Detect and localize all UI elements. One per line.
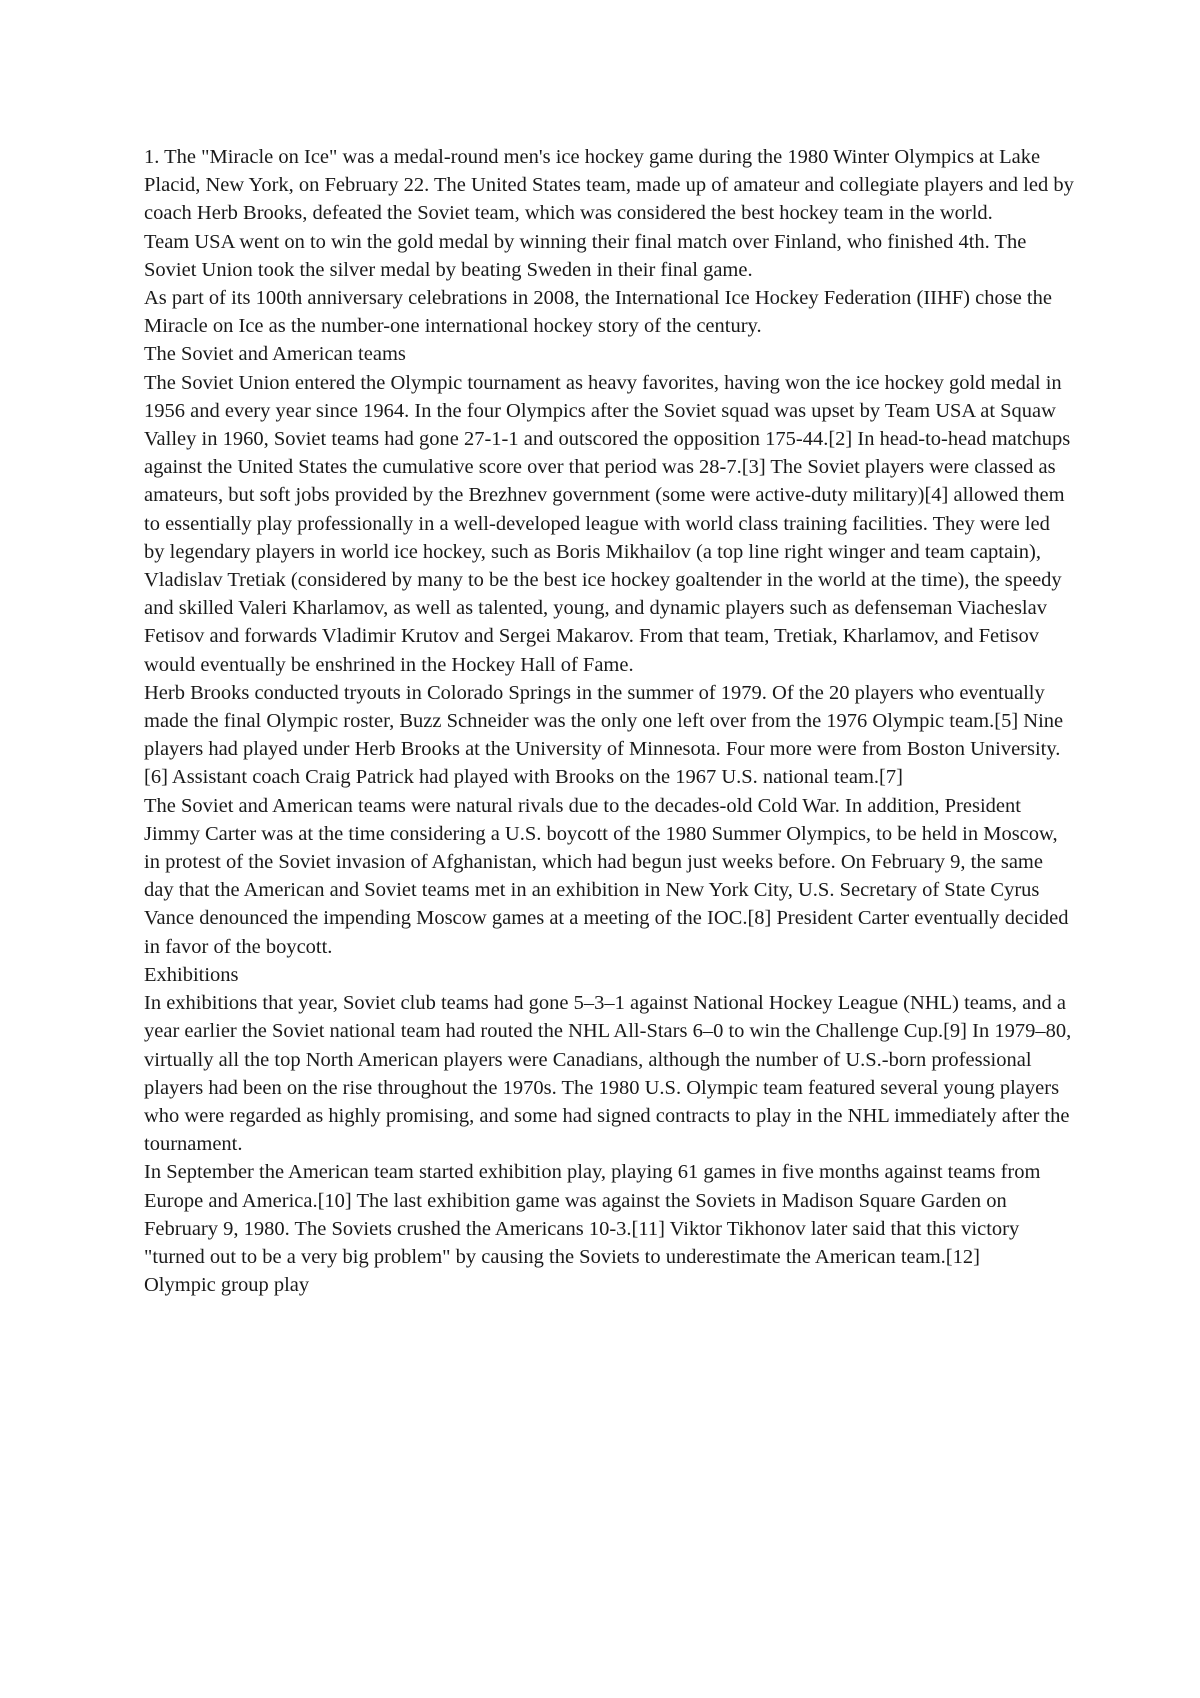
section-heading-group-play: Olympic group play <box>144 1274 310 1297</box>
paragraph-exhibitions: In exhibitions that year, Soviet club teams had gone 5–3–1 against National Hockey League (NHL) teams, and a year earlier the Soviet national team had routed the NHL All-Stars 6–0 to win the Challenge Cup.[9] In 1979–80, virtually all the top North American players were Canadians, although the number of U.S.-born professional players had been on the rise throughout the 1970s. The 1980 U.S. Olympic team featured several young players who were regarded as highly promising, and some had signed contracts to play in the NHL immediately after the tournament. <box>144 992 1072 1156</box>
document-body <box>144 143 1074 1299</box>
paragraph-intro: 1. The "Miracle on Ice" was a medal-round men's ice hockey game during the 1980 Winter Olympics at Lake Placid, New York, on February 22. The United States team, made up of amateur and collegiate players and led by coach Herb Brooks, defeated the Soviet team, which was considered the best hockey team in the world. <box>144 146 1074 225</box>
paragraph-herb-brooks: Herb Brooks conducted tryouts in Colorado Springs in the summer of 1979. Of the 20 players who eventually made the final Olympic roster, Buzz Schneider was the only one left over from the 1976 Olympic team.[5] Nine players had played under Herb Brooks at the University of Minnesota. Four more were from Boston University.[6] Assistant coach Craig Patrick had played with Brooks on the 1967 U.S. national team.[7] <box>144 681 1064 789</box>
paragraph-september: In September the American team started exhibition play, playing 61 games in five months against teams from Europe and America.[10] The last exhibition game was against the Soviets in Madison Square Garden on February 9, 1980. The Soviets crushed the Americans 10-3.[11] Viktor Tikhonov later said that this victory "turned out to be a very big problem" by causing the Soviets to underestimate the American team.[12] <box>144 1161 1041 1268</box>
paragraph-cold-war: The Soviet and American teams were natural rivals due to the decades-old Cold War. In addition, President Jimmy Carter was at the time considering a U.S. boycott of the 1980 Summer Olympics, to be held in Moscow, in protest of the Soviet invasion of Afghanistan, which had begun just weeks before. On February 9, the same day that the American and Soviet teams met in an exhibition in New York City, U.S. Secretary of State Cyrus Vance denounced the impending Moscow games at a meeting of the IOC.[8] President Carter eventually decided in favor of the boycott. <box>144 794 1069 958</box>
section-heading-exhibitions: Exhibitions <box>144 963 239 986</box>
paragraph-gold-medal: Team USA went on to win the gold medal by winning their final match over Finland, who finished 4th. The Soviet Union took the silver medal by beating Sweden in their final game. <box>144 230 1027 281</box>
section-heading-teams: The Soviet and American teams <box>144 343 406 366</box>
paragraph-soviet-union: The Soviet Union entered the Olympic tournament as heavy favorites, having won the ice hockey gold medal in 1956 and every year since 1964. In the four Olympics after the Soviet squad was upset by Team USA at Squaw Valley in 1960, Soviet teams had gone 27-1-1 and outscored the opposition 175-44.[2] In head-to-head matchups against the United States the cumulative score over that period was 28-7.[3] The Soviet players were classed as amateurs, but soft jobs provided by the Brezhnev government (some were active-duty military)[4] allowed them to essentially play professionally in a well-developed league with world class training facilities. They were led by legendary players in world ice hockey, such as Boris Mikhailov (a top line right winger and team captain), Vladislav Tretiak (considered by many to be the best ice hockey goaltender in the world at the time), the speedy and skilled Valeri Kharlamov, as well as talented, young, and dynamic players such as defenseman Viacheslav Fetisov and forwards Vladimir Krutov and Sergei Makarov. From that team, Tretiak, Kharlamov, and Fetisov would eventually be enshrined in the Hockey Hall of Fame. <box>144 371 1071 676</box>
paragraph-iihf: As part of its 100th anniversary celebrations in 2008, the International Ice Hockey Federation (IIHF) chose the Miracle on Ice as the number-one international hockey story of the century. <box>144 287 1052 338</box>
